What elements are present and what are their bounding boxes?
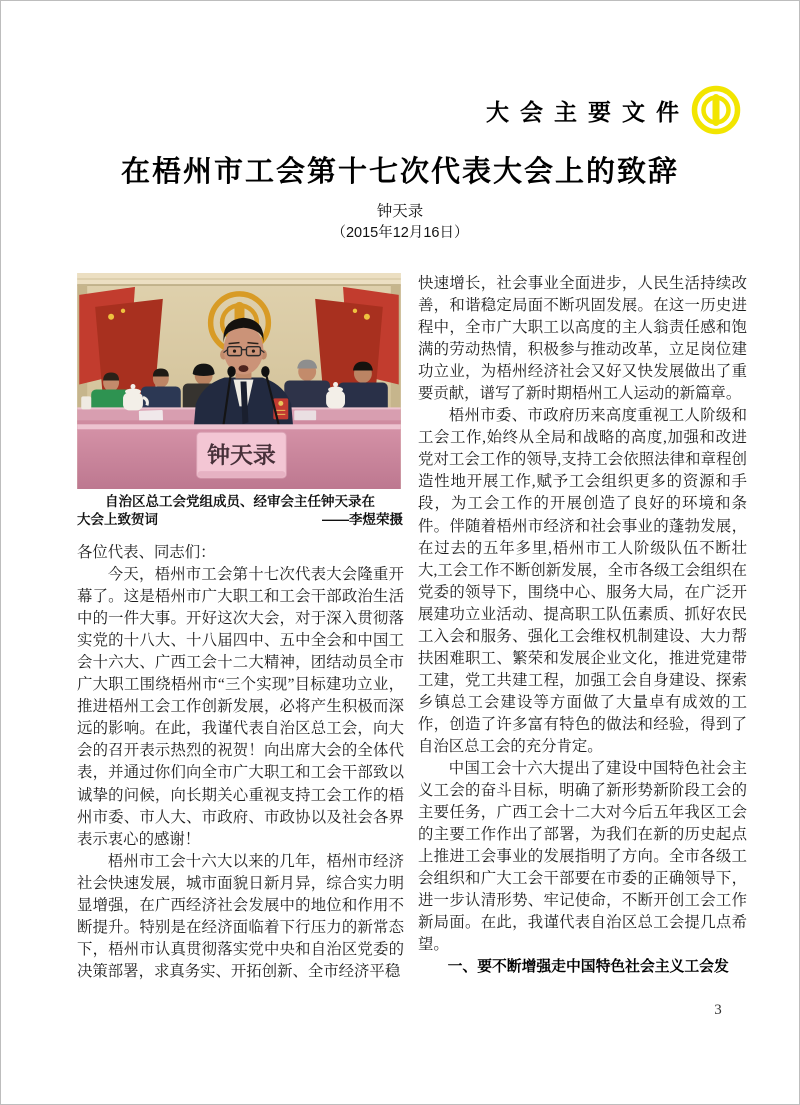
desk-card-left (139, 410, 163, 422)
paragraph: 快速增长，社会事业全面进步，人民生活持续改善，和谐稳定局面不断巩固发展。在这一历史进程中，全市广大职工以高度的主人翁责任感和饱满的劳动热情，积极参与推动改革，立足岗位建功立业，为梧州经济社会又好又快发展做出了重要贡献，谱写了新时期梧州工人运动的新篇章。 (418, 275, 747, 403)
name-plate-label: 钟天录 (207, 443, 276, 469)
name-plate (197, 432, 287, 478)
speech-photo (77, 273, 401, 489)
desk-card-right (294, 410, 316, 420)
salutation: 各位代表、同志们： (77, 544, 216, 561)
paragraph: 今天，梧州市工会第十七次代表大会隆重开幕了。这是梧州市广大职工和工会干部政治生活中的一件大事。开好这次大会，对于深入贯彻落实党的十八大、十八届四中、五中全会和中国工会十六大、广西工会十二大精神，团结动员全市广大职工围绕梧州市“三个实现”目标建功立业，推进梧州工会工作创新发展，必将产生积极而深远的影响。在此，我谨代表自治区总工会，向大会的召开表示热烈的祝贺！向出席大会的全体代表，并通过你们向全市广大职工和工会干部致以诚挚的问候，向长期关心重视支持工会工作的梧州市委、市人大、市政府、市政协以及社会各界表示衷心的感谢！ (77, 566, 404, 848)
paragraph: 梧州市委、市政府历来高度重视工人阶级和工会工作,始终从全局和战略的高度,加强和改进党对工会工作的领导,支持工会依照法律和章程创造性地开展工作,赋予工会组织更多的资源和手段，为工会工作的开展创造了良好的环境和条件。伴随着梧州市经济和社会事业的蓬勃发展，在过去的五年多里,梧州市工人阶级队伍不断壮大,工会工作不断创新发展，全市各级工会组织在党委的领导下，围绕中心、服务大局，在广泛开展建功立业活动、提高职工队伍素质、抓好农民工入会和服务、强化工会维权机制建设、大力帮扶困难职工、繁荣和发展企业文化，推进党建带工建，党工共建工程，加强工会自身建设、探索乡镇总工会建设等方面做了大量卓有成效的工作，创造了许多富有特色的做法和经验，得到了自治区总工会的充分肯定。 (418, 407, 747, 755)
paragraph: 中国工会十六大提出了建设中国特色社会主义工会的奋斗目标，明确了新形势新阶段工会的主要任务，广西工会十二大对今后五年我区工会的主要工作作出了部署，为我们在新的历史起点上推进工会事业的发展指明了方向。全市各级工会组织和广大工会干部要在市委的正确领导下，进一步认清形势、牢记使命，不断开创工会工作新局面。在此，我谨代表自治区总工会提几点希望。 (418, 760, 747, 954)
paragraph: 梧州市工会十六大以来的几年，梧州市经济社会快速发展，城市面貌日新月异，综合实力明显增强，在广西经济社会发展中的地位和作用不断提升。特别是在经济面临着下行压力的新常态下，梧州市认真贯彻落实党中央和自治区党委的决策部署，求真务实、开拓创新、全市经济平稳 (77, 852, 404, 980)
trade-union-logo-icon (689, 83, 743, 137)
left-column (77, 542, 404, 983)
page-number: 3 (714, 1002, 722, 1018)
article-date: （2015年12月16日） (331, 225, 469, 241)
caption-line1: 自治区总工会党组成员、经审会主任钟天录在 (105, 494, 375, 509)
article-author: 钟天录 (376, 203, 424, 220)
category-header (486, 83, 743, 137)
category-label: 大会主要文件 (486, 99, 690, 125)
section-heading: 一、要不断增强走中国特色社会主义工会发 (447, 959, 729, 976)
photo-caption (77, 493, 403, 528)
right-column (418, 273, 747, 979)
caption-line2: 大会上致贺词 (77, 511, 158, 527)
photographer-credit: ——李煜荣摄 (322, 511, 403, 527)
photo-illustration (77, 273, 401, 489)
article-title: 在梧州市工会第十七次代表大会上的致辞 (120, 156, 679, 188)
cup-left (81, 396, 91, 409)
